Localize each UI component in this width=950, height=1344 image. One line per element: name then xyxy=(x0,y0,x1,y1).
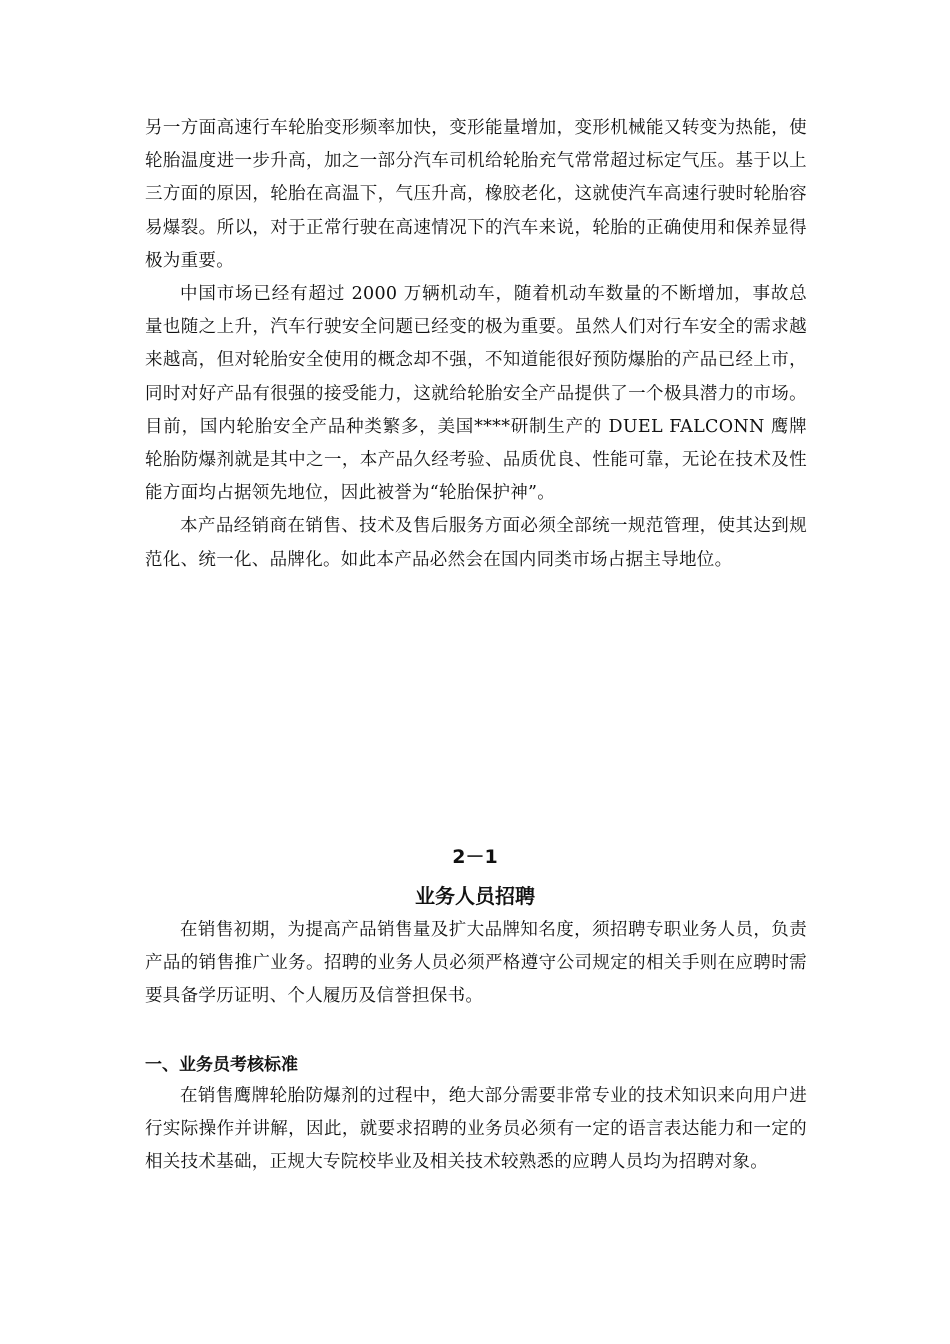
paragraph-assessment-standard: 在销售鹰牌轮胎防爆剂的过程中，绝大部分需要非常专业的技术知识来向用户进行实际操作并讲解，因此，就要求招聘的业务员必须有一定的语言表达能力和一定的相关技术基础，正规大专院校毕业及相关技术较熟悉的应聘人员均为招聘对象。 xyxy=(145,1086,807,1173)
top-text-block xyxy=(145,112,807,577)
subsection-body-block xyxy=(145,1080,807,1180)
section-number: 2－1 xyxy=(452,846,498,868)
subsection-heading: 一、业务员考核标准 xyxy=(145,1055,298,1075)
paragraph-recruitment-intro: 在销售初期，为提高产品销售量及扩大品牌知名度，须招聘专职业务人员，负责产品的销售推广业务。招聘的业务人员必须严格遵守公司规定的相关手则在应聘时需要具备学历证明、个人履历及信誉担保书。 xyxy=(145,920,807,1007)
paragraph-distributor-management: 本产品经销商在销售、技术及售后服务方面必须全部统一规范管理，使其达到规范化、统一化、品牌化。如此本产品必然会在国内同类市场占据主导地位。 xyxy=(145,516,807,570)
paragraph-tire-heat: 另一方面高速行车轮胎变形频率加快，变形能量增加，变形机械能又转变为热能，使轮胎温度进一步升高，加之一部分汽车司机给轮胎充气常常超过标定气压。基于以上三方面的原因，轮胎在高温下，气压升高，橡胶老化，这就使汽车高速行驶时轮胎容易爆裂。所以，对于正常行驶在高速情况下的汽车来说，轮胎的正确使用和保养显得极为重要。 xyxy=(145,118,807,271)
paragraph-china-market: 中国市场已经有超过 2000 万辆机动车，随着机动车数量的不断增加，事故总量也随之上升，汽车行驶安全问题已经变的极为重要。虽然人们对行车安全的需求越来越高，但对轮胎安全使用的概念却不强，不知道能很好预防爆胎的产品已经上市，同时对好产品有很强的接受能力，这就给轮胎安全产品提供了一个极具潜力的市场。目前，国内轮胎安全产品种类繁多，美国****研制生产的 DUEL FALCONN 鹰牌轮胎防爆剂就是其中之一，本产品久经考验、品质优良、性能可靠，无论在技术及性能方面均占据领先地位，因此被誉为“轮胎保护神”。 xyxy=(145,284,807,504)
section-intro-block xyxy=(145,914,807,1014)
section-title: 业务人员招聘 xyxy=(415,884,535,908)
